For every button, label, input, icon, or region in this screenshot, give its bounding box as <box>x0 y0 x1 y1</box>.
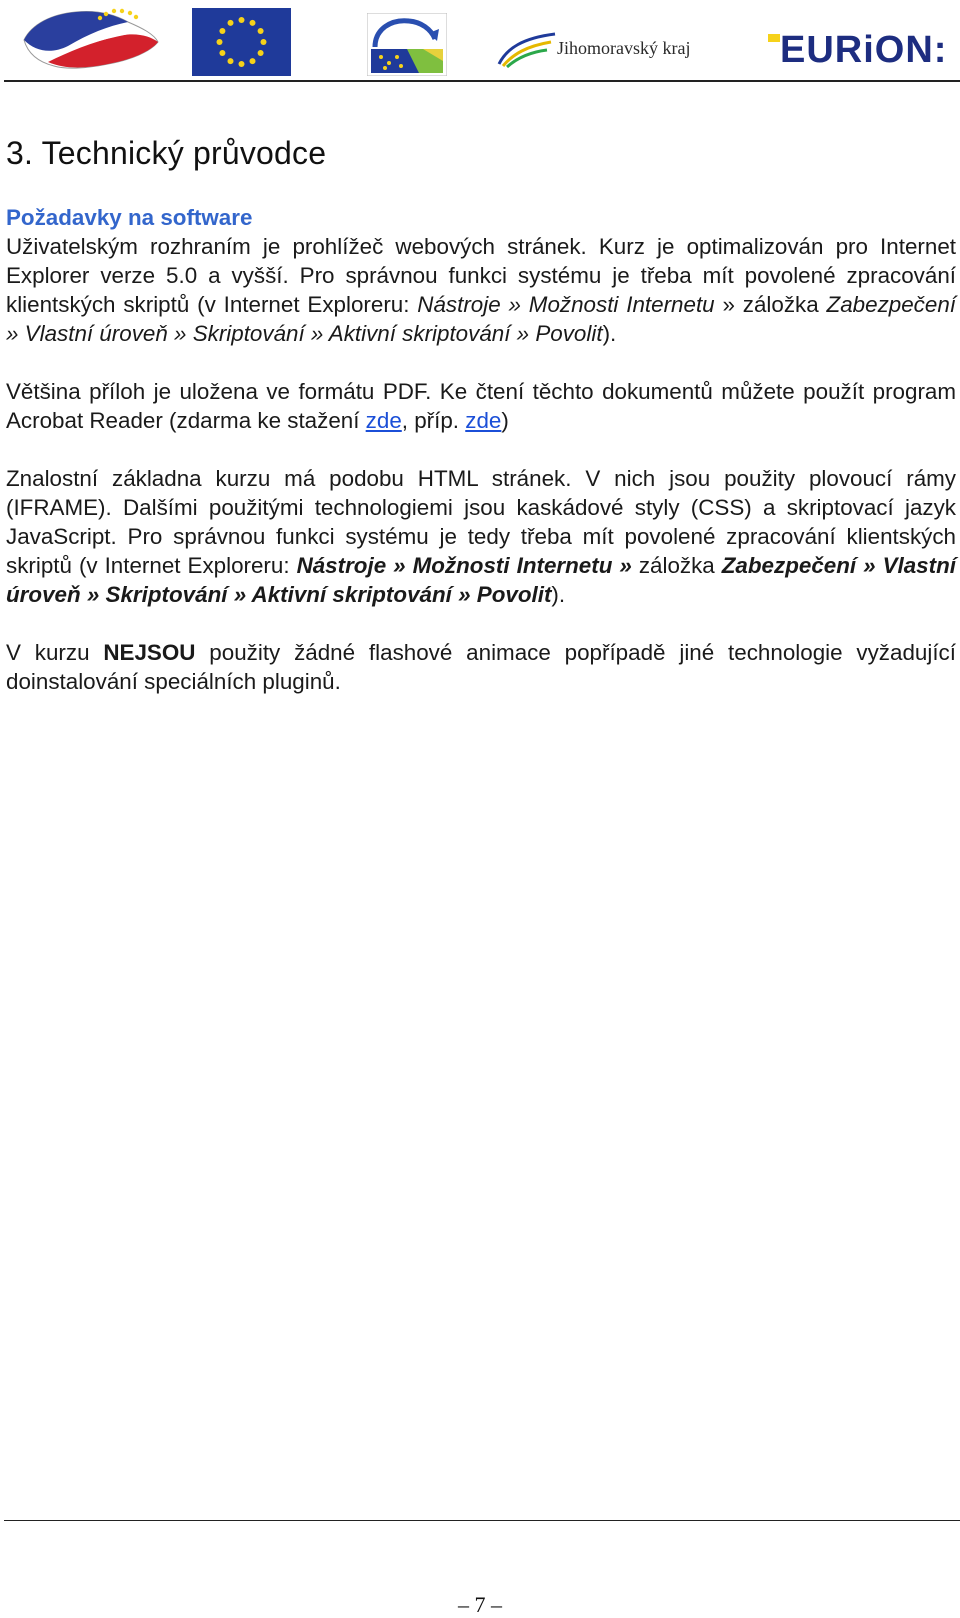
download-link-2[interactable]: zde <box>465 408 502 433</box>
eu-star-icon <box>239 61 245 67</box>
footer-divider <box>4 1520 960 1521</box>
paragraph-pdf-attachments: Většina příloh je uložena ve formátu PDF. Ke čtení těchto dokumentů můžete použít program Acrobat Reader (zdarma ke stažení zde, příp. zde) <box>6 379 956 433</box>
header-logos <box>0 0 960 82</box>
regional-program-logo <box>367 13 447 76</box>
eu-star-icon <box>219 28 225 34</box>
header-divider <box>4 80 960 82</box>
page-title: 3. Technický průvodce <box>6 135 327 171</box>
eurion-logo <box>768 29 948 74</box>
eu-star-icon <box>261 39 267 45</box>
eu-flag-logo <box>192 8 291 76</box>
eu-star-icon <box>258 50 264 56</box>
jihomoravsky-kraj-text: Jihomoravský kraj <box>557 38 691 58</box>
eurion-text: EURiON: <box>780 29 948 71</box>
paragraph-knowledge-base: Znalostní základna kurzu má podobu HTML stránek. V nich jsou použity plovoucí rámy (IFRAME). Dalšími použitými technologiemi jsou kaskádové styly (CSS) a skriptovací jazyk JavaScript. Pro správnou funkci systému je tedy třeba mít povolené zpracování klientských skriptů (v Internet Exploreru: Nástroje » Možnosti Internetu » záložka Zabezpečení » Vlastní úroveň » Skriptování » Aktivní skriptování » Povolit). <box>6 466 956 607</box>
eu-star-icon <box>217 39 223 45</box>
eu-star-icon <box>219 50 225 56</box>
jihomoravsky-kraj-logo <box>497 30 707 70</box>
eu-star-icon <box>258 28 264 34</box>
document-body <box>6 203 956 696</box>
eu-star-icon <box>228 20 234 26</box>
download-link-1[interactable]: zde <box>365 408 402 433</box>
eu-star-icon <box>250 58 256 64</box>
eu-star-icon <box>228 58 234 64</box>
eurion-accent-bar <box>768 34 780 42</box>
eu-star-icon <box>250 20 256 26</box>
czech-map-flag-logo <box>18 2 163 76</box>
swoosh-icon <box>497 30 559 68</box>
section-subheading: Požadavky na software <box>6 205 253 230</box>
paragraph-software-requirements: Uživatelským rozhraním je prohlížeč webových stránek. Kurz je optimalizován pro Internet Explorer verze 5.0 a vyšší. Pro správnou funkci systému je třeba mít povolené zpracování klientských skriptů (v Internet Exploreru: Nástroje » Možnosti Internetu » záložka Zabezpečení » Vlastní úroveň » Skriptování » Aktivní skriptování » Povolit). <box>6 234 957 346</box>
page-number: – 7 – <box>458 1592 502 1617</box>
paragraph-no-plugins: V kurzu NEJSOU použity žádné flashové animace popřípadě jiné technologie vyžadující doinstalování speciálních pluginů. <box>6 640 956 694</box>
eu-star-icon <box>239 17 245 23</box>
